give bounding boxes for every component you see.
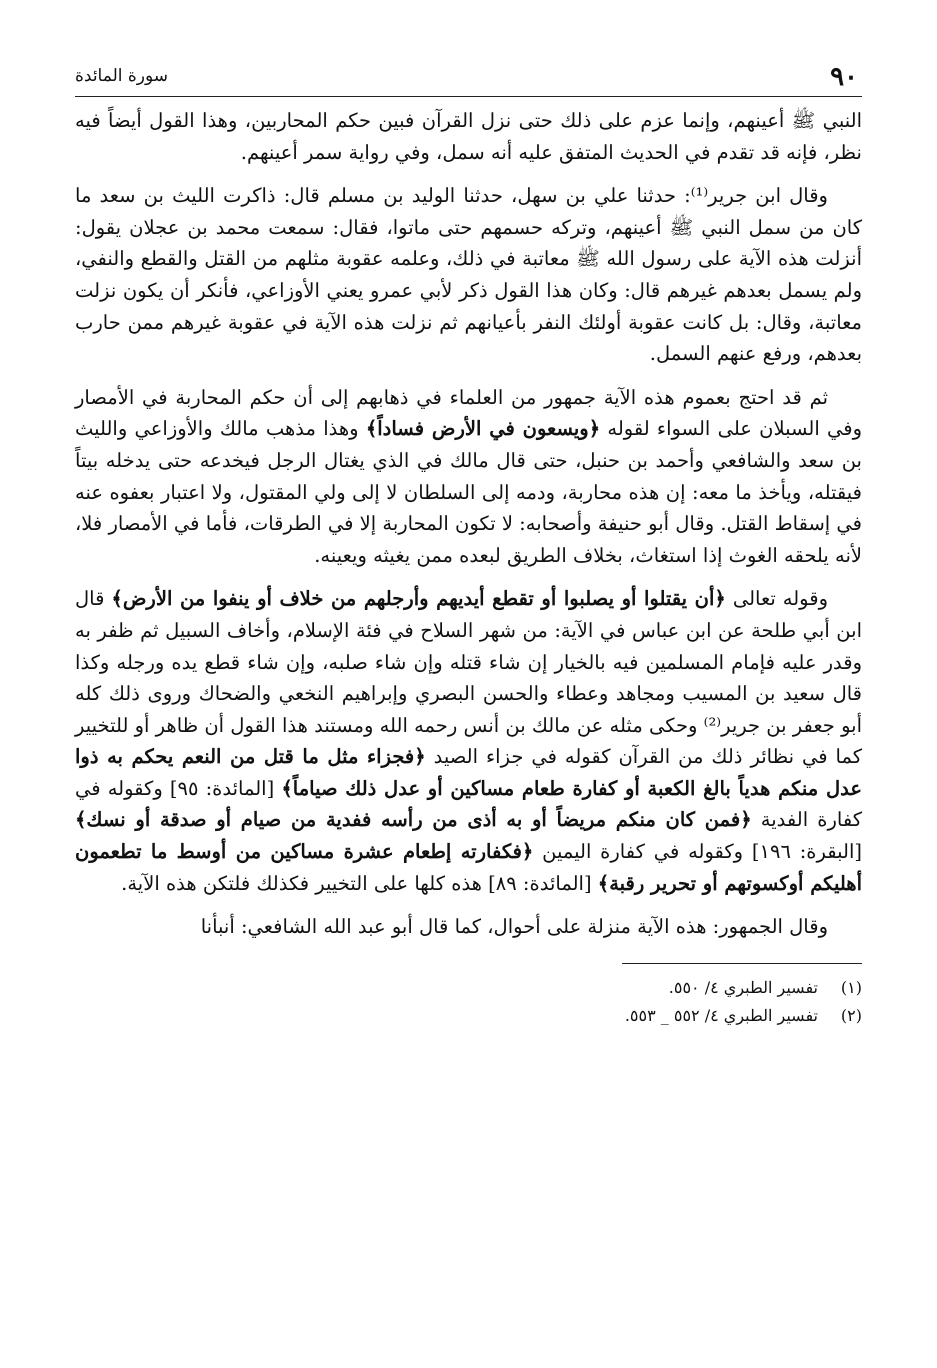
quran-quote: ﴿أن يقتلوا أو يصلبوا أو تقطع أيديهم وأرجلهم من خلاف أو ينفوا من الأرض﴾ — [111, 587, 726, 611]
quran-quote: ﴿فمن كان منكم مريضاً أو به أذى من رأسه ففدية من صيام أو صدقة أو نسك﴾ — [75, 808, 752, 832]
footnote-number: (١) — [840, 977, 862, 997]
paragraph-text: ثم قد احتج بعموم هذه الآية جمهور من العلماء في ذهابهم إلى أن حكم المحاربة في الأمصار وفي السبلان على السواء لقوله — [75, 385, 862, 441]
quran-quote: ﴿فجزاء مثل ما قتل من النعم يحكم به ذوا عدل منكم هدياً بالغ الكعبة أو كفارة طعام مساكين أو عدل ذلك صياماً﴾ — [75, 745, 862, 800]
page-header — [75, 60, 862, 97]
paragraph-text: وقال الجمهور: هذه الآية منزلة على أحوال، كما قال أبو عبد الله الشافعي: أنبأنا — [200, 915, 828, 939]
footnote-separator — [622, 963, 862, 964]
body-text — [75, 105, 862, 943]
paragraph-text: وقال ابن جرير⁽¹⁾: حدثنا علي بن سهل، حدثنا الوليد بن مسلم قال: ذاكرت الليث بن سعد ما كان من سمل النبي ﷺ أعينهم، وتركه حسمهم حتى ماتوا، فقال: سمعت محمد بن عجلان يقول: أنزلت هذه الآية على رسول الله ﷺ معاتبة في ذلك، وعلمه عقوبة مثلهم من القتل والقطع والنفي، ولم يسمل بعدهم غيرهم قال: وكان هذا القول ذكر لأبي عمرو يعني الأوزاعي، فأنكر أن يكون نزلت معاتبة، وقال: بل كانت عقوبة أولئك النفر بأعيانهم ثم نزلت هذه الآية في عقوبة غيرهم ممن حارب بعدهم، ورفع عنهم السمل. — [75, 184, 862, 366]
running-title: سورة المائدة — [75, 66, 169, 86]
paragraph-text: وهذا مذهب مالك والأوزاعي والليث بن سعد والشافعي وأحمد بن حنبل، حتى قال مالك في الذي يغتال الرجل فيخدعه حتى يدخله بيتاً فيقتله، ويأخذ ما معه: إن هذه محاربة، ودمه إلى السلطان لا إلى ولي المقتول، ولا اعتبار بعفوه عنه في إسقاط القتل. وقال أبو حنيفة وأصحابه: لا تكون المحاربة إلا في الطرقات، فأما في الأمصار فلا، لأنه يلحقه الغوث إذا استغاث، بخلاف الطريق لبعده ممن يغيثه ويعينه. — [75, 417, 862, 567]
paragraph-2 — [75, 180, 862, 370]
paragraph-text: وقوله تعالى — [725, 587, 828, 611]
footnote-text: تفسير الطبري ٤/ ٥٥٢ _ ٥٥٣. — [624, 1005, 818, 1025]
quran-quote: ﴿فكفارته إطعام عشرة مساكين من أوسط ما تطعمون أهليكم أوكسوتهم أو تحرير رقبة﴾ — [75, 840, 862, 895]
paragraph-4 — [75, 583, 862, 899]
paragraph-text: قال ابن أبي طلحة عن ابن عباس في الآية: من شهر السلاح في فئة الإسلام، وأخاف السبيل ثم ظفر به وقدر عليه فإمام المسلمين فيه بالخيار إن شاء قتله وإن شاء صلبه، وإن شاء قطع يده ورجله وكذا قال سعيد بن المسيب ومجاهد وعطاء والحسن البصري وإبراهيم النخعي والضحاك وروى ذلك كله أبو جعفر بن جرير⁽²⁾ وحكى مثله عن مالك بن أنس رحمه الله ومستند هذا القول أن ظاهر أو للتخيير كما في نظائر ذلك من القرآن كقوله في جزاء الصيد — [75, 587, 863, 769]
paragraph-text: [المائدة: ٨٩] هذه كلها على التخيير فكذلك فلتكن هذه الآية. — [121, 871, 598, 895]
paragraph-text: [المائدة: ٩٥] وكقوله في كفارة الفدية — [75, 776, 862, 832]
paragraph-1 — [75, 105, 862, 168]
footnote-2 — [75, 1002, 862, 1030]
footnote-1 — [75, 974, 862, 1002]
paragraph-3 — [75, 382, 862, 572]
footnote-number: (٢) — [840, 1005, 862, 1025]
page — [75, 60, 862, 1030]
page-number: ٩٠ — [830, 62, 858, 92]
footnotes — [75, 974, 862, 1030]
quran-quote: ﴿ويسعون في الأرض فساداً﴾ — [365, 417, 601, 441]
paragraph-5 — [75, 911, 862, 943]
paragraph-text: [البقرة: ١٩٦] وكقوله في كفارة اليمين — [533, 840, 862, 864]
footnote-text: تفسير الطبري ٤/ ٥٥٠. — [668, 977, 818, 997]
paragraph-text: النبي ﷺ أعينهم، وإنما عزم على ذلك حتى نزل القرآن فبين حكم المحاربين، وهذا القول أيضاً فيه نظر، فإنه قد تقدم في الحديث المتفق عليه أنه سمل، وفي رواية سمر أعينهم. — [75, 109, 862, 164]
